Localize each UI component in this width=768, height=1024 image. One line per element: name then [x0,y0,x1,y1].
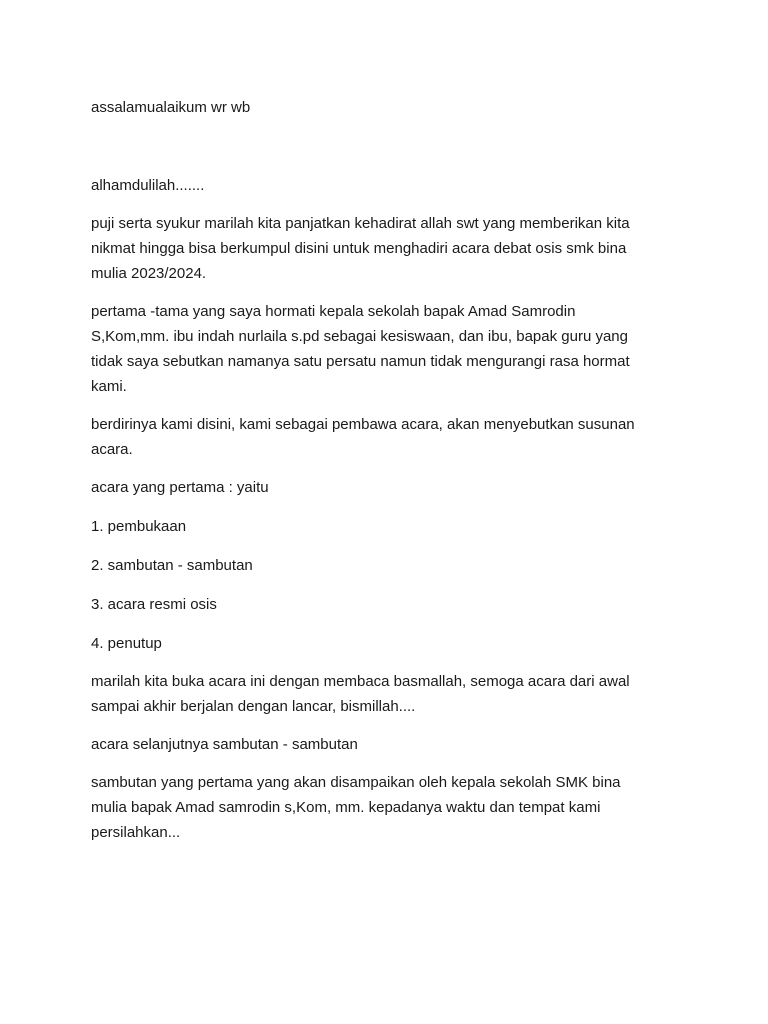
intro-paragraph [91,412,691,462]
greeting-paragraph [91,95,691,120]
agenda-item-3: 3. acara resmi osis [91,596,217,613]
agenda-item [91,514,691,539]
respects-line-3: tidak saya sebutkan namanya satu persatu namun tidak mengurangi rasa hormat [91,353,630,370]
respects-line-4: kami. [91,378,127,395]
agenda-item [91,592,691,617]
welcome-line-1: sambutan yang pertama yang akan disampaikan oleh kepala sekolah SMK bina [91,774,621,791]
basmallah-paragraph [91,669,691,719]
praise-paragraph [91,211,691,286]
praise-line-3: mulia 2023/2024. [91,265,207,282]
basmallah-line-1: marilah kita buka acara ini dengan membaca basmallah, semoga acara dari awal [91,673,630,690]
agenda-item [91,631,691,656]
intro-line-2: acara. [91,441,133,458]
agenda-item-1: 1. pembukaan [91,518,187,535]
respects-line-2: S,Kom,mm. ibu indah nurlaila s.pd sebagai kesiswaan, dan ibu, bapak guru yang [91,328,628,345]
praise-line-2: nikmat hingga bisa berkumpul disini untuk menghadiri acara debat osis smk bina [91,240,627,257]
document-body [91,95,691,845]
welcome-line-2: mulia bapak Amad samrodin s,Kom, mm. kepadanya waktu dan tempat kami [91,799,601,816]
praise-line-1: puji serta syukur marilah kita panjatkan kehadirat allah swt yang memberikan kita [91,215,630,232]
opening-paragraph [91,173,691,198]
welcome-paragraph [91,770,691,845]
agenda-intro-paragraph [91,475,691,500]
agenda-intro-line: acara yang pertama : yaitu [91,479,269,496]
basmallah-line-2: sampai akhir berjalan dengan lancar, bismillah.... [91,698,416,715]
next-line: acara selanjutnya sambutan - sambutan [91,736,358,753]
agenda-item-4: 4. penutup [91,635,162,652]
agenda-item [91,553,691,578]
intro-line-1: berdirinya kami disini, kami sebagai pembawa acara, akan menyebutkan susunan [91,416,635,433]
opening-line: alhamdulilah....... [91,177,205,194]
welcome-line-3: persilahkan... [91,824,181,841]
respects-paragraph [91,299,691,399]
next-paragraph [91,732,691,757]
agenda-item-2: 2. sambutan - sambutan [91,557,253,574]
greeting-line: assalamualaikum wr wb [91,99,251,116]
respects-line-1: pertama -tama yang saya hormati kepala sekolah bapak Amad Samrodin [91,303,576,320]
